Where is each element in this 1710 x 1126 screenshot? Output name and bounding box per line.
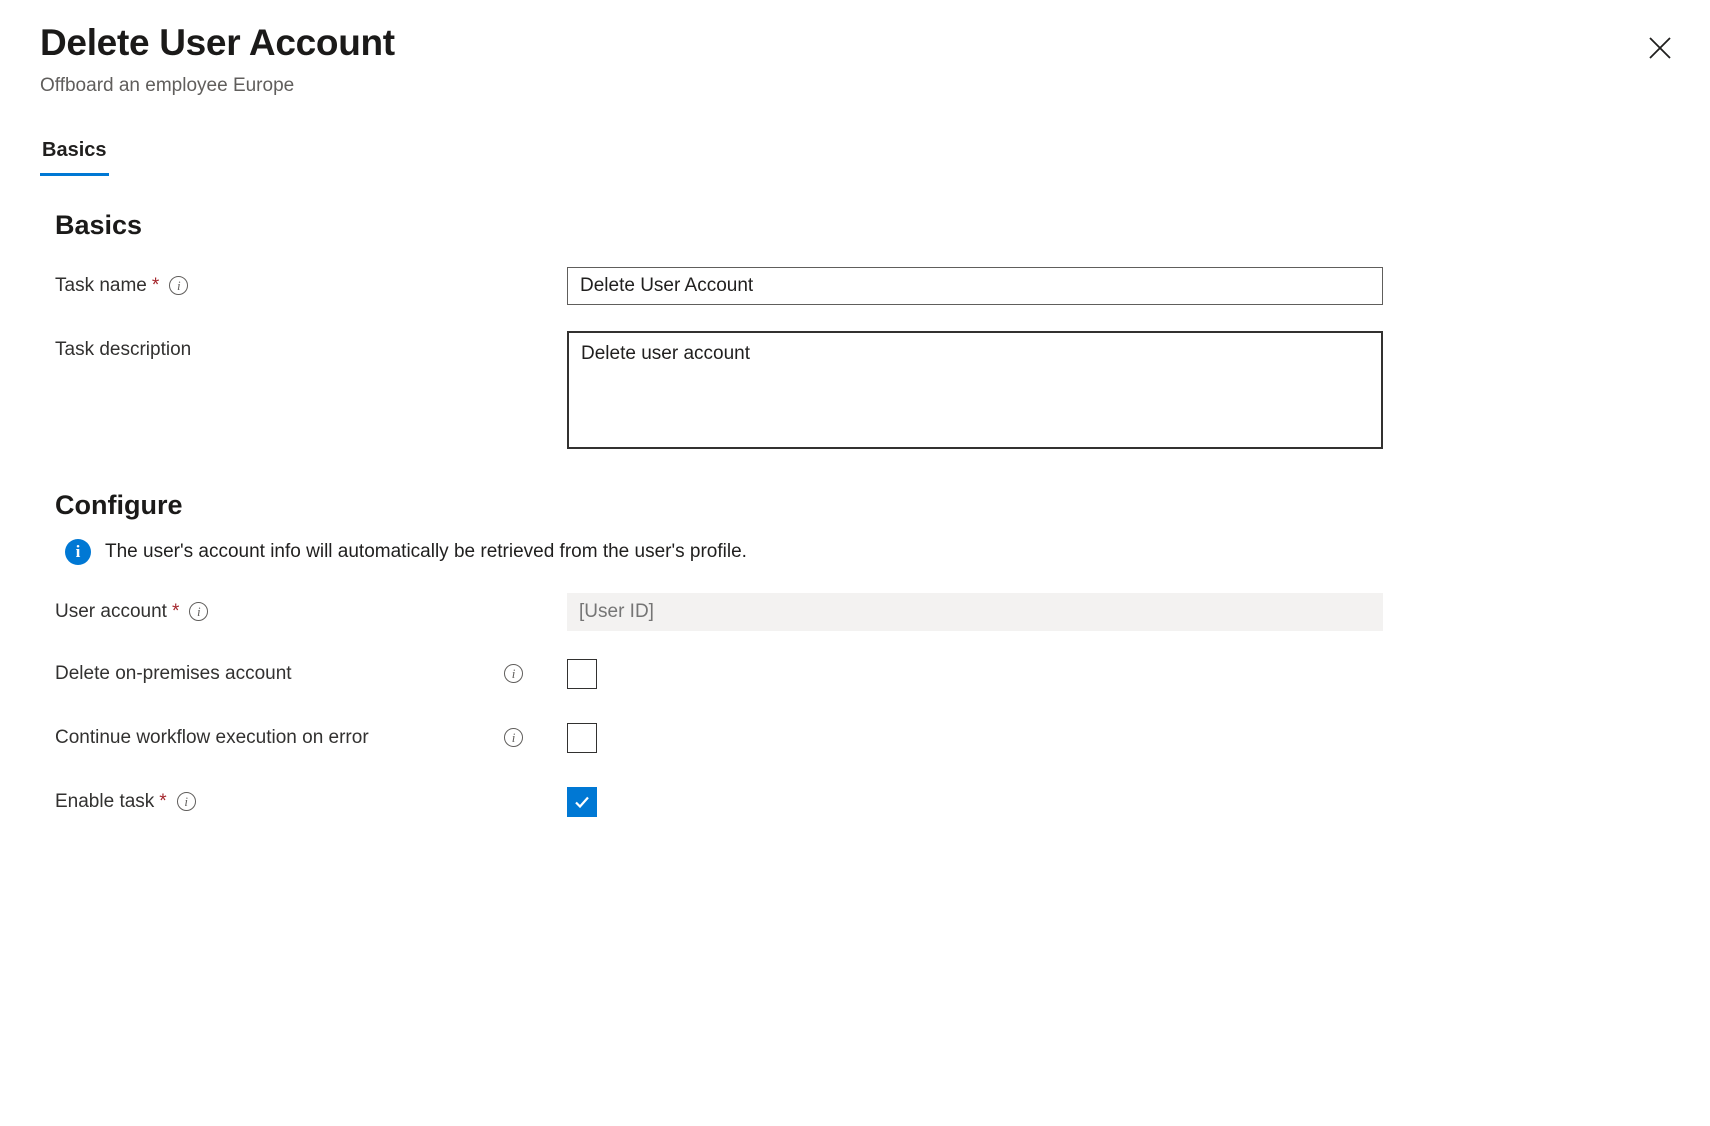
user-account-required-asterisk: *: [171, 600, 180, 622]
task-name-required-asterisk: *: [151, 274, 160, 296]
tab-bar: [0, 135, 1710, 176]
delete-on-premises-label: [55, 659, 567, 689]
user-account-label-text: User account: [55, 600, 167, 622]
close-icon: [1647, 35, 1673, 61]
tab-basics-label: Basics: [42, 138, 107, 161]
task-name-label: [55, 267, 567, 297]
enable-task-checkbox[interactable]: [567, 787, 597, 817]
checkmark-icon: [573, 793, 591, 811]
enable-task-label: [55, 787, 567, 817]
page-subtitle: Offboard an employee Europe: [40, 74, 295, 96]
info-message-text: The user's account info will automatically be retrieved from the user's profile.: [105, 540, 747, 562]
delete-on-premises-label-text: Delete on-premises account: [55, 662, 292, 684]
task-description-wrap: [567, 331, 1383, 454]
section-title-basics: Basics: [55, 209, 143, 240]
continue-on-error-checkbox[interactable]: [567, 723, 597, 753]
task-description-row: [55, 331, 1710, 454]
task-name-input[interactable]: [567, 267, 1383, 305]
continue-on-error-row: [55, 723, 1710, 753]
task-description-textarea[interactable]: [567, 331, 1383, 449]
page-title: Delete User Account: [40, 22, 395, 63]
info-filled-icon: i: [65, 539, 91, 565]
enable-task-required-asterisk: *: [159, 790, 167, 812]
user-account-input[interactable]: [567, 593, 1383, 631]
task-name-row: [55, 267, 1710, 305]
info-icon[interactable]: i: [177, 792, 196, 811]
task-description-label-text: Task description: [55, 338, 192, 360]
info-icon[interactable]: i: [189, 602, 208, 621]
form-content: [0, 176, 1710, 817]
tab-basics[interactable]: [40, 135, 109, 176]
task-name-label-text: Task name: [55, 274, 147, 296]
close-button[interactable]: [1638, 26, 1682, 70]
delete-on-premises-row: [55, 659, 1710, 689]
info-icon[interactable]: i: [504, 664, 523, 683]
user-account-label: [55, 593, 567, 623]
delete-on-premises-checkbox[interactable]: [567, 659, 597, 689]
enable-task-label-text: Enable task: [55, 790, 155, 812]
user-account-row: [55, 593, 1710, 631]
enable-task-row: [55, 787, 1710, 817]
task-description-label: [55, 331, 567, 361]
info-icon[interactable]: i: [504, 728, 523, 747]
continue-on-error-label-text: Continue workflow execution on error: [55, 726, 369, 748]
info-icon[interactable]: i: [169, 276, 188, 295]
info-message-bar: [65, 539, 1710, 565]
section-title-configure: Configure: [55, 489, 183, 520]
continue-on-error-label: [55, 723, 567, 753]
panel-header: [0, 0, 1710, 97]
